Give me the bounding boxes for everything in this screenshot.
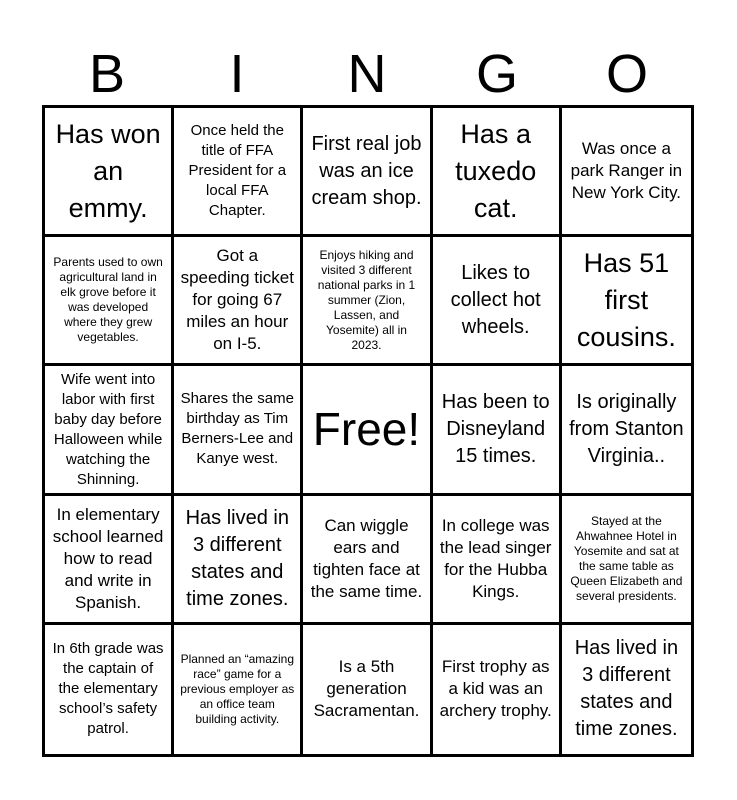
bingo-card-grid [42,105,694,757]
bingo-cell-i1[interactable] [174,108,303,237]
bingo-cell-n5[interactable] [303,625,432,754]
cell-text: Likes to collect hot wheels. [450,261,541,338]
cell-text: In elementary school learned how to read and write in Spanish. [52,504,164,612]
cell-text: Can wiggle ears and tighten face at the same time. [310,515,423,601]
cell-text: First real job was an ice cream shop. [311,132,422,209]
bingo-cell-i2[interactable] [174,237,303,366]
free-space-label: Free! [312,403,421,456]
cell-text: Has lived in 3 different states and time zones. [185,506,289,610]
cell-text: Has lived in 3 different states and time zones. [574,637,679,741]
cell-text: Was once a park Ranger in New York City. [570,139,683,203]
bingo-cell-b5[interactable] [45,625,174,754]
header-letter-g: G [475,44,518,104]
cell-text: Wife went into labor with first baby day before Halloween while watching the Shinning. [53,370,163,488]
cell-text: First trophy as a kid was an archery trophy. [439,657,552,721]
bingo-cell-o2[interactable] [562,237,691,366]
bingo-cell-i4[interactable] [174,496,303,625]
bingo-cell-g2[interactable] [433,237,562,366]
bingo-cell-o1[interactable] [562,108,691,237]
bingo-cell-g3[interactable] [433,366,562,495]
cell-text: In college was the lead singer for the Hubba Kings. [439,515,552,601]
bingo-cell-n1[interactable] [303,108,432,237]
header-letter-n: N [347,44,387,104]
bingo-cell-b1[interactable] [45,108,174,237]
cell-text: In 6th grade was the captain of the elementary school’s safety patrol. [52,640,164,738]
cell-text: Parents used to own agricultural land in elk grove before it was developed where they grew vegetables. [53,255,163,345]
cell-text: Is a 5th generation Sacramentan. [313,657,420,721]
bingo-cell-b3[interactable] [45,366,174,495]
bingo-cell-o4[interactable] [562,496,691,625]
cell-text: Has a tuxedo cat. [455,118,537,223]
cell-text: Enjoys hiking and visited 3 different national parks in 1 summer (Zion, Lassen, and Yosemite) all in 2023. [317,247,416,352]
cell-text: Stayed at the Ahwahnee Hotel in Yosemite and sat at the same table as Queen Elizabeth and several presidents. [570,513,683,603]
bingo-cell-i3[interactable] [174,366,303,495]
bingo-cell-n4[interactable] [303,496,432,625]
bingo-cell-o5[interactable] [562,625,691,754]
cell-text: Is originally from Stanton Virginia.. [569,390,684,467]
bingo-cell-g5[interactable] [433,625,562,754]
cell-text: Once held the title of FFA President for a local FFA Chapter. [188,122,287,220]
header-letter-o: O [605,44,648,104]
cell-text: Has been to Disneyland 15 times. [441,390,550,467]
header-letter-b: B [88,44,126,104]
bingo-cell-free[interactable] [303,366,432,495]
bingo-cell-n2[interactable] [303,237,432,366]
bingo-cell-g4[interactable] [433,496,562,625]
bingo-header [42,44,694,104]
bingo-cell-i5[interactable] [174,625,303,754]
header-letter-i: I [229,44,245,104]
cell-text: Planned an “amazing race” game for a previous employer as an office team building activity. [180,651,295,726]
cell-text: Got a speeding ticket for going 67 miles an hour on I-5. [180,246,294,354]
cell-text: Shares the same birthday as Tim Berners-Lee and Kanye west. [180,390,294,468]
cell-text: Has won an emmy. [55,118,161,223]
bingo-cell-g1[interactable] [433,108,562,237]
bingo-cell-b4[interactable] [45,496,174,625]
cell-text: Has 51 first cousins. [576,247,676,352]
bingo-cell-b2[interactable] [45,237,174,366]
bingo-cell-o3[interactable] [562,366,691,495]
